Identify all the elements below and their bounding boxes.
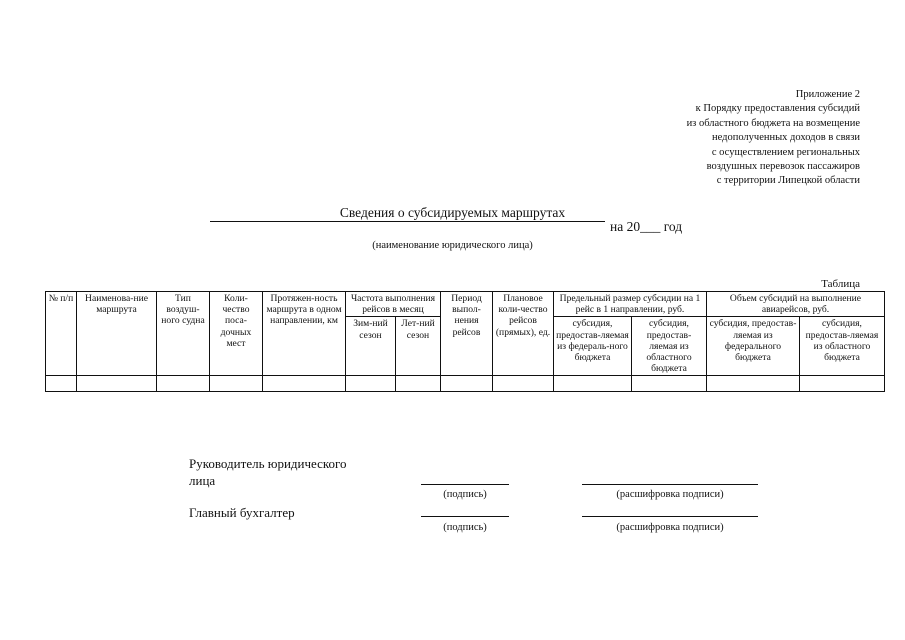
- header-volume-federal: субсидия, предостав-ляемая из федерального бюджета: [707, 317, 800, 376]
- table-row: [46, 376, 885, 392]
- table-header-row: [46, 292, 885, 317]
- head-label-line: лица: [189, 473, 216, 488]
- accountant-decode-caption: (расшифровка подписи): [616, 522, 724, 533]
- table-label: Таблица: [821, 278, 860, 290]
- table-cell: [632, 376, 707, 392]
- table-cell: [554, 376, 632, 392]
- accountant-signature-caption: (подпись): [443, 522, 487, 533]
- table-cell: [396, 376, 441, 392]
- appendix-line: воздушных перевозок пассажиров: [706, 161, 860, 173]
- header-num: № п/п: [46, 292, 77, 376]
- header-aircraft: Тип воздуш-ного судна: [157, 292, 210, 376]
- head-signature-caption: (подпись): [443, 489, 487, 500]
- header-winter: Зим-ний сезон: [346, 317, 396, 376]
- appendix-line: из областного бюджета на возмещение: [686, 117, 860, 129]
- appendix-line: недополученных доходов в связи: [711, 132, 860, 144]
- table-cell: [77, 376, 157, 392]
- accountant-signature-line: [421, 516, 509, 517]
- table-cell: [46, 376, 77, 392]
- table-cell: [346, 376, 396, 392]
- head-decode-caption: (расшифровка подписи): [616, 489, 724, 500]
- head-signature-line: [421, 484, 509, 485]
- table-cell: [157, 376, 210, 392]
- appendix-line: с территории Липецкой области: [716, 175, 860, 187]
- table-cell: [493, 376, 554, 392]
- header-subsidy-volume: Объем субсидий на выполнение авиарейсов, руб.: [707, 292, 885, 317]
- table-cell: [707, 376, 800, 392]
- header-seats: Коли-чество поса-дочных мест: [210, 292, 263, 376]
- header-period: Период выпол-нения рейсов: [441, 292, 493, 376]
- accountant-signature-label: Главный бухгалтер: [189, 505, 295, 520]
- appendix-block: [560, 88, 860, 189]
- head-label-line: Руководитель юридического: [189, 456, 347, 471]
- entity-caption: (наименование юридического лица): [372, 240, 533, 251]
- header-route: Наименова-ние маршрута: [77, 292, 157, 376]
- table-cell: [800, 376, 885, 392]
- entity-name-line: [210, 221, 605, 222]
- table-cell: [210, 376, 263, 392]
- appendix-line: Приложение 2: [795, 89, 860, 100]
- accountant-decode-line: [582, 516, 758, 517]
- header-length: Протяжен-ность маршрута в одном направлении, км: [263, 292, 346, 376]
- header-limit-regional: субсидия, предостав-ляемая из областного бюджета: [632, 317, 707, 376]
- header-subsidy-limit: Предельный размер субсидии на 1 рейс в 1 направлении, руб.: [554, 292, 707, 317]
- head-signature-label: [189, 455, 347, 489]
- header-volume-regional: субсидия, предостав-ляемая из областного бюджета: [800, 317, 885, 376]
- appendix-line: с осуществлением региональных: [711, 146, 860, 158]
- header-limit-federal: субсидия, предостав-ляемая из федераль-ного бюджета: [554, 317, 632, 376]
- routes-table: [45, 291, 885, 392]
- document-title: Сведения о субсидируемых маршрутах: [339, 205, 566, 220]
- year-text: на 20___ год: [610, 219, 683, 234]
- head-decode-line: [582, 484, 758, 485]
- table-cell: [441, 376, 493, 392]
- table-cell: [263, 376, 346, 392]
- header-summer: Лет-ний сезон: [396, 317, 441, 376]
- appendix-line: к Порядку предоставления субсидий: [695, 103, 860, 115]
- header-planned: Плановое коли-чество рейсов (прямых), ед.: [493, 292, 554, 376]
- header-frequency: Частота выполнения рейсов в месяц: [346, 292, 441, 317]
